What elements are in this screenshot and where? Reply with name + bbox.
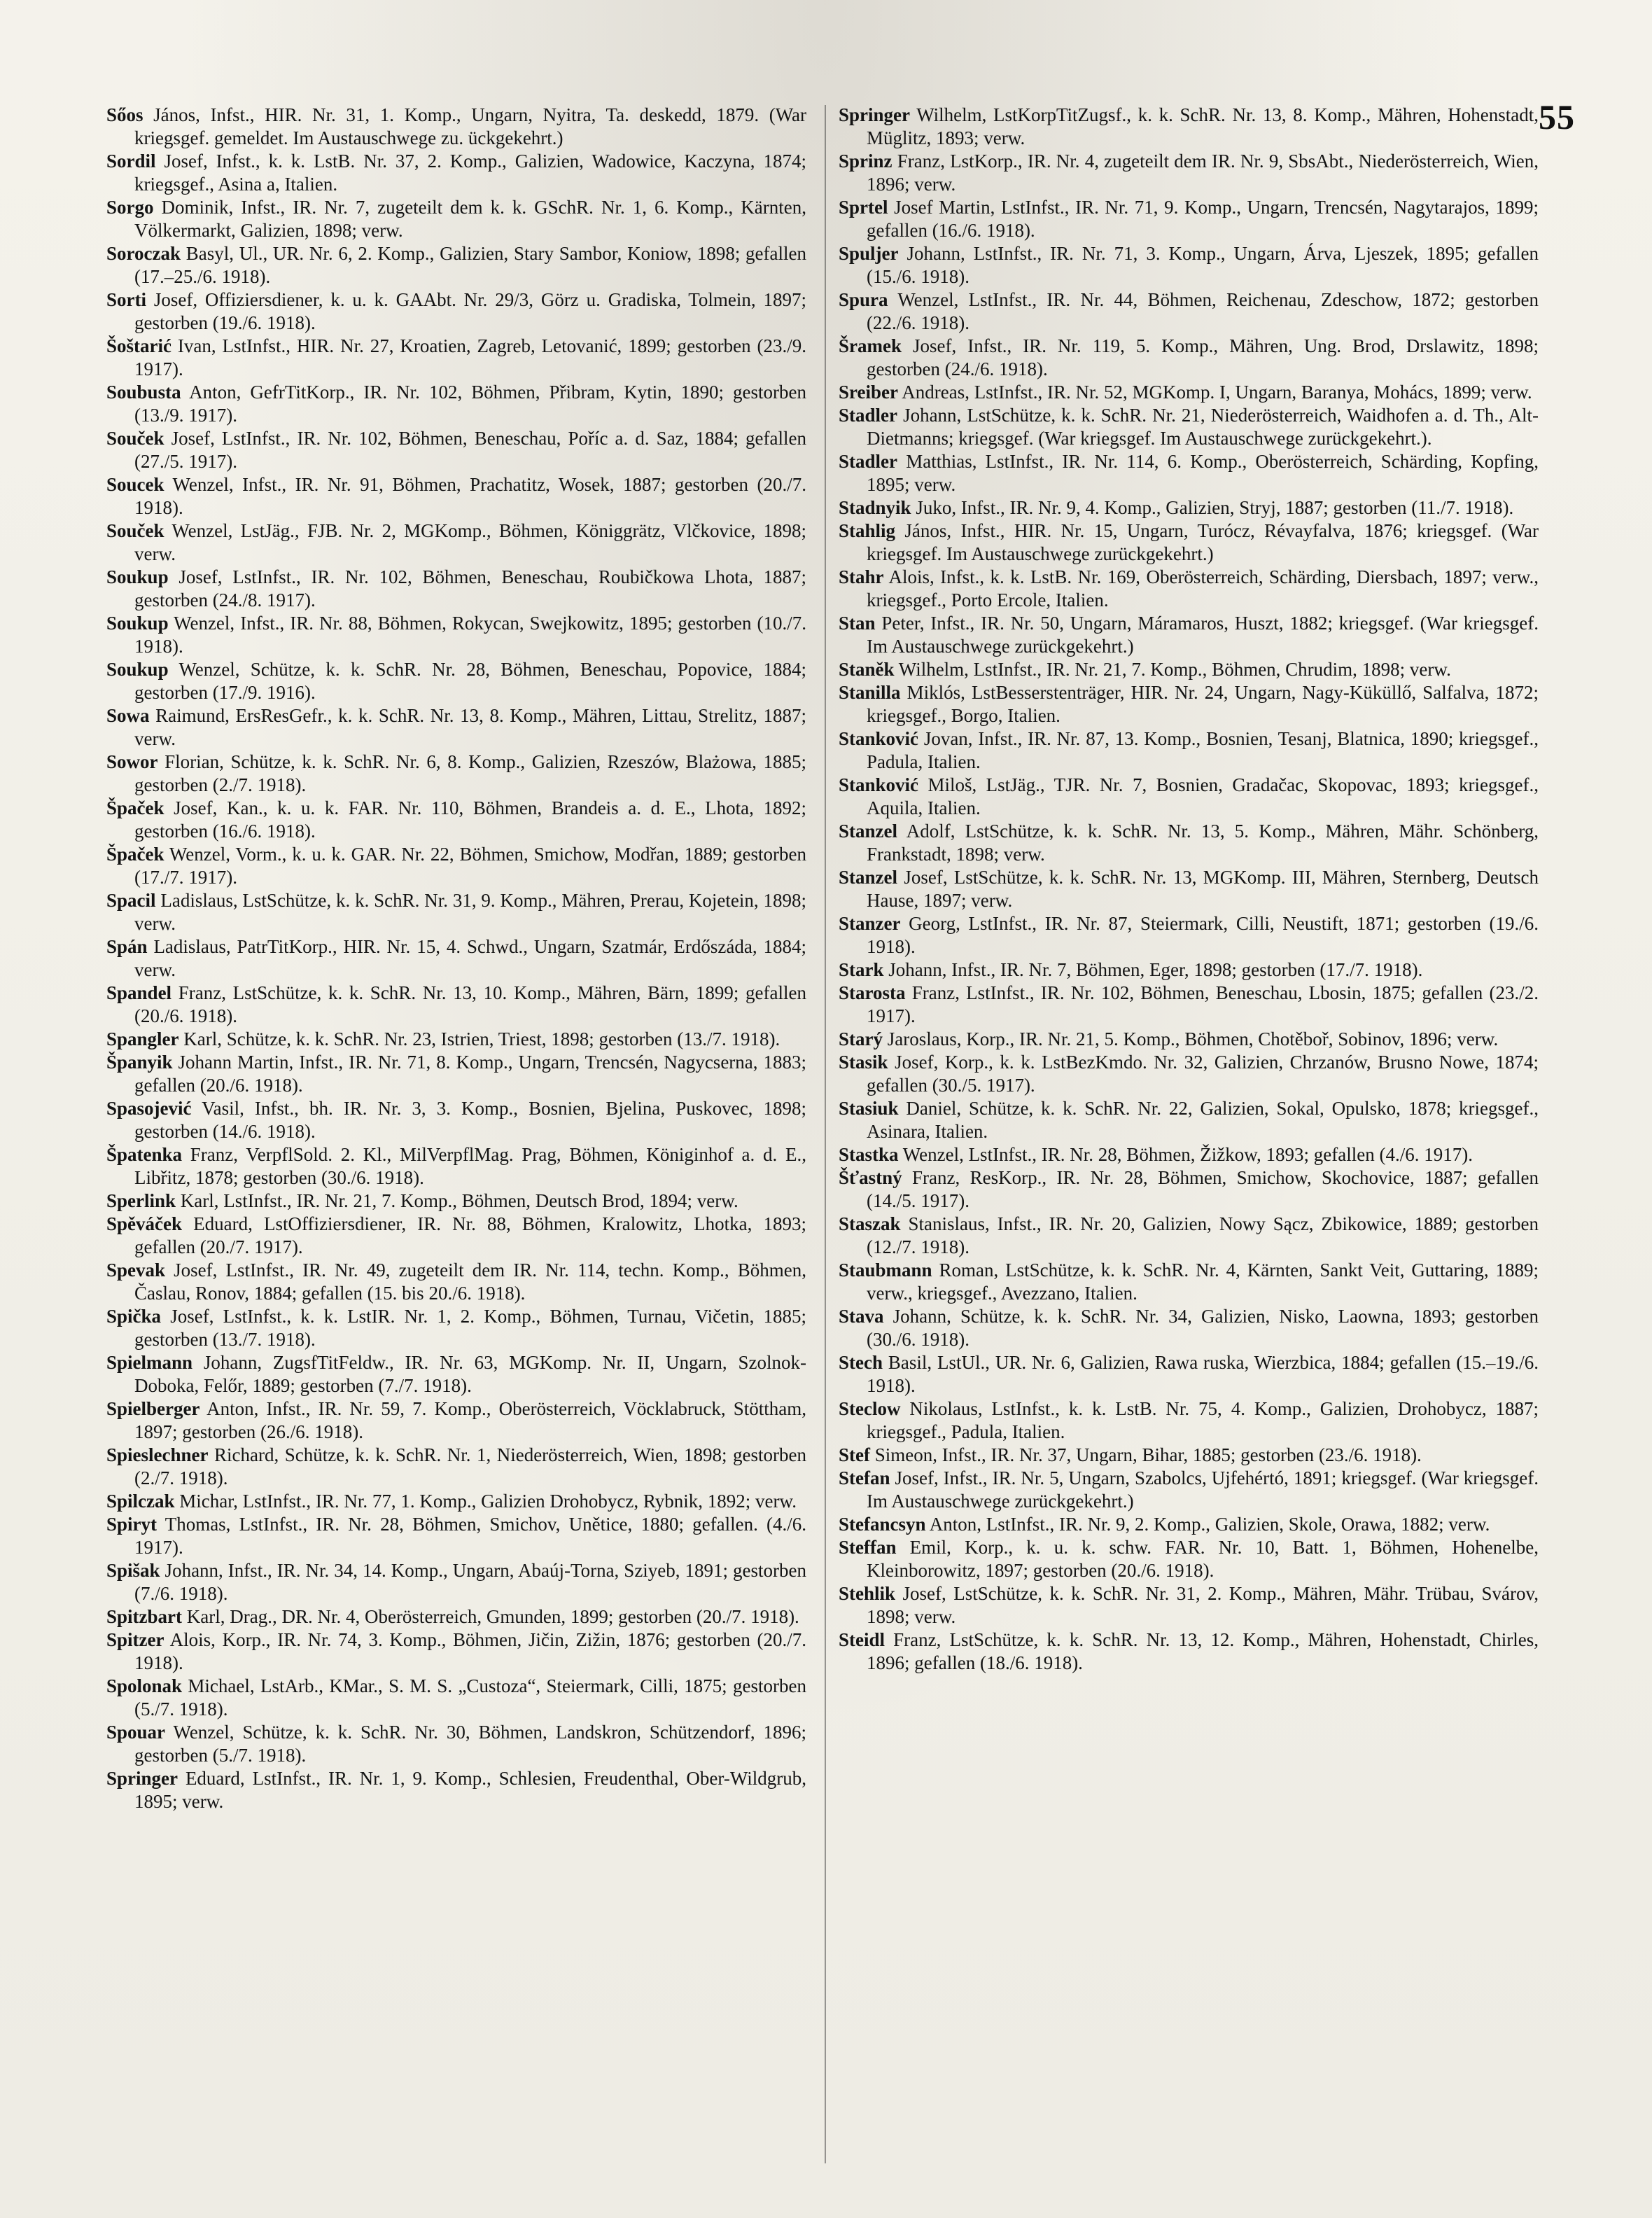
entry-surname: Spitzbart <box>106 1606 182 1627</box>
register-entry <box>106 1097 806 1143</box>
register-entry <box>106 1767 806 1813</box>
entry-surname: Šťastný <box>839 1167 902 1188</box>
entry-surname: Stefan <box>839 1467 890 1488</box>
register-entry <box>106 1305 806 1351</box>
register-entry <box>839 1028 1539 1051</box>
entry-details: Franz, LstInfst., IR. Nr. 102, Böhmen, Beneschau, Lbosin, 1875; gefallen (23./2. 1917). <box>867 982 1539 1026</box>
entry-details: Johann, Infst., IR. Nr. 7, Böhmen, Eger, 1898; gestorben (17./7. 1918). <box>883 959 1423 980</box>
entry-surname: Steidl <box>839 1629 886 1650</box>
register-entry <box>839 1444 1539 1467</box>
entry-details: Georg, LstInfst., IR. Nr. 87, Steiermark, Cilli, Neustift, 1871; gestorben (19./6. 1918). <box>867 913 1539 957</box>
register-entry <box>839 1513 1539 1536</box>
register-entry <box>839 104 1539 150</box>
entry-surname: Stef <box>839 1444 870 1465</box>
entry-surname: Spasojević <box>106 1098 192 1119</box>
entry-details: Wenzel, Infst., IR. Nr. 91, Böhmen, Prachatitz, Wosek, 1887; gestorben (20./7. 1918). <box>134 474 806 518</box>
register-entry <box>106 1628 806 1675</box>
register-entry <box>106 889 806 935</box>
entry-details: Peter, Infst., IR. Nr. 50, Ungarn, Máramaros, Huszt, 1882; kriegsgef. (War kriegsgef. Im Austauschwege zurückgekehrt.) <box>867 613 1539 657</box>
entry-surname: Soukup <box>106 566 169 587</box>
entry-surname: Stark <box>839 959 884 980</box>
entry-details: Simeon, Infst., IR. Nr. 37, Ungarn, Bihar, 1885; gestorben (23./6. 1918). <box>869 1444 1422 1465</box>
entry-surname: Sorti <box>106 289 146 310</box>
entry-surname: Špaček <box>106 844 164 865</box>
entry-details: Anton, LstInfst., IR. Nr. 9, 2. Komp., Galizien, Skole, Orawa, 1882; verw. <box>925 1514 1490 1535</box>
entry-surname: Stahr <box>839 566 884 587</box>
entry-details: Eduard, LstOffiziersdiener, IR. Nr. 88, Böhmen, Kralowitz, Lhotka, 1893; gefallen (20./7. 1917). <box>134 1213 806 1257</box>
entry-surname: Stanković <box>839 728 919 749</box>
register-entry <box>839 1467 1539 1513</box>
register-entry <box>839 335 1539 381</box>
entry-details: Raimund, ErsResGefr., k. k. SchR. Nr. 13, 8. Komp., Mähren, Littau, Strelitz, 1887; verw. <box>134 705 806 749</box>
entry-details: Franz, LstSchütze, k. k. SchR. Nr. 13, 12. Komp., Mähren, Hohenstadt, Chirles, 1896; gefallen (18./6. 1918). <box>867 1629 1539 1673</box>
entry-details: Michael, LstArb., KMar., S. M. S. „Custoza“, Steiermark, Cilli, 1875; gestorben (5./7. 1918). <box>134 1675 806 1720</box>
entry-surname: Stehlik <box>839 1583 896 1604</box>
entry-details: Wenzel, Schütze, k. k. SchR. Nr. 28, Böhmen, Beneschau, Popovice, 1884; gestorben (17./9. 1916). <box>134 659 806 703</box>
entry-details: Karl, Drag., DR. Nr. 4, Oberösterreich, Gmunden, 1899; gestorben (20./7. 1918). <box>182 1606 799 1627</box>
register-entry <box>839 1628 1539 1675</box>
entry-details: Vasil, Infst., bh. IR. Nr. 3, 3. Komp., Bosnien, Bjelina, Puskovec, 1898; gestorben (14./6. 1918). <box>134 1098 806 1142</box>
entry-details: Johann, ZugsfTitFeldw., IR. Nr. 63, MGKomp. Nr. II, Ungarn, Szolnok-Doboka, Felőr, 1889; gestorben (7./7. 1918). <box>134 1352 806 1396</box>
register-entry <box>839 150 1539 196</box>
register-entry <box>106 473 806 519</box>
entry-surname: Spacil <box>106 890 156 911</box>
register-entry <box>106 751 806 797</box>
register-entry <box>106 150 806 196</box>
entry-surname: Španyik <box>106 1052 173 1073</box>
entry-surname: Soukup <box>106 613 169 634</box>
entry-details: Michar, LstInfst., IR. Nr. 77, 1. Komp., Galizien Drohobycz, Rybnik, 1892; verw. <box>174 1491 797 1512</box>
register-entry <box>839 958 1539 982</box>
entry-details: Jaroslaus, Korp., IR. Nr. 21, 5. Komp., Böhmen, Chotěboř, Sobinov, 1896; verw. <box>883 1028 1499 1049</box>
entry-details: Johann, LstSchütze, k. k. SchR. Nr. 21, Niederösterreich, Waidhofen a. d. Th., Alt-Dietmanns; kriegsgef. (War kriegsgef. Im Austauschwege zurückgekehrt.). <box>867 405 1539 449</box>
page-number: 55 <box>1539 97 1575 137</box>
register-entry <box>106 1028 806 1051</box>
entry-details: Josef Martin, LstInfst., IR. Nr. 71, 9. Komp., Ungarn, Trencsén, Nagytarajos, 1899; gefallen (16./6. 1918). <box>867 197 1539 241</box>
entry-details: Alois, Infst., k. k. LstB. Nr. 169, Oberösterreich, Schärding, Diersbach, 1897; verw., kriegsgef., Porto Ercole, Italien. <box>867 566 1539 611</box>
entry-details: Josef, Infst., IR. Nr. 119, 5. Komp., Mähren, Ung. Brod, Drslawitz, 1898; gestorben (24./6. 1918). <box>867 335 1539 379</box>
register-entry <box>839 1213 1539 1259</box>
register-entry <box>106 982 806 1028</box>
entry-surname: Stasik <box>839 1052 888 1073</box>
register-entry <box>106 935 806 982</box>
entry-details: Anton, GefrTitKorp., IR. Nr. 102, Böhmen, Přibram, Kytin, 1890; gestorben (13./9. 1917). <box>134 382 806 426</box>
register-entry <box>106 1213 806 1259</box>
entry-surname: Stahlig <box>839 520 896 541</box>
entry-details: Franz, ResKorp., IR. Nr. 28, Böhmen, Smichow, Skochovice, 1887; gefallen (14./5. 1917). <box>867 1167 1539 1211</box>
entry-surname: Spevak <box>106 1260 166 1281</box>
entry-surname: Soroczak <box>106 243 181 264</box>
entry-details: Stanislaus, Infst., IR. Nr. 20, Galizien, Nowy Sącz, Zbikowice, 1889; gestorben (12./7. 1918). <box>867 1213 1539 1257</box>
register-entry <box>839 1351 1539 1397</box>
entry-surname: Špaček <box>106 797 164 818</box>
entry-details: Roman, LstSchütze, k. k. SchR. Nr. 4, Kärnten, Sankt Veit, Guttaring, 1889; verw., kriegsgef., Avezzano, Italien. <box>867 1260 1539 1304</box>
entry-details: Josef, Offiziersdiener, k. u. k. GAAbt. Nr. 29/3, Görz u. Gradiska, Tolmein, 1897; gestorben (19./6. 1918). <box>134 289 806 333</box>
entry-surname: Stadler <box>839 451 897 472</box>
entry-surname: Stan <box>839 613 876 634</box>
entry-surname: Spangler <box>106 1028 179 1049</box>
register-entry <box>106 427 806 473</box>
entry-details: Franz, VerpflSold. 2. Kl., MilVerpflMag. Prag, Böhmen, Königinhof a. d. E., Libřitz, 1878; gestorben (30./6. 1918). <box>134 1144 806 1188</box>
entry-surname: Springer <box>106 1768 178 1789</box>
entry-details: Dominik, Infst., IR. Nr. 7, zugeteilt dem k. k. GSchR. Nr. 1, 6. Komp., Kärnten, Völkermarkt, Galizien, 1898; verw. <box>134 197 806 241</box>
entry-surname: Staněk <box>839 659 895 680</box>
register-entry <box>106 1397 806 1444</box>
entry-details: Johann Martin, Infst., IR. Nr. 71, 8. Komp., Ungarn, Trencsén, Nagycserna, 1883; gefallen (20./6. 1918). <box>134 1052 806 1096</box>
register-entry <box>839 1305 1539 1351</box>
entry-surname: Souček <box>106 428 164 449</box>
entry-details: Ivan, LstInfst., HIR. Nr. 27, Kroatien, Zagreb, Letovanić, 1899; gestorben (23./9. 1917). <box>134 335 806 379</box>
register-entry <box>839 612 1539 658</box>
entry-surname: Spielberger <box>106 1398 200 1419</box>
entry-details: Adolf, LstSchütze, k. k. SchR. Nr. 13, 5. Komp., Mähren, Mähr. Schönberg, Frankstadt, 1898; verw. <box>867 821 1539 865</box>
entry-surname: Steffan <box>839 1537 897 1558</box>
register-entry <box>106 1559 806 1605</box>
entry-surname: Spěváček <box>106 1213 182 1234</box>
register-entry <box>106 1675 806 1721</box>
entry-details: Anton, Infst., IR. Nr. 59, 7. Komp., Oberösterreich, Vöcklabruck, Stöttham, 1897; gestorben (26./6. 1918). <box>134 1398 806 1442</box>
entry-surname: Sordil <box>106 151 156 172</box>
register-entry <box>106 288 806 335</box>
register-entry <box>839 381 1539 404</box>
entry-surname: Soukup <box>106 659 169 680</box>
entry-surname: Stech <box>839 1352 883 1373</box>
entry-surname: Sreiber <box>839 382 898 403</box>
entry-surname: Sowor <box>106 751 158 772</box>
register-entry <box>839 196 1539 242</box>
entry-surname: Stava <box>839 1306 884 1327</box>
entry-surname: Spolonak <box>106 1675 183 1696</box>
entry-surname: Stefancsyn <box>839 1514 926 1535</box>
entry-details: Josef, LstInfst., IR. Nr. 49, zugeteilt dem IR. Nr. 114, techn. Komp., Böhmen, Časlau, Ronov, 1884; gefallen (15. bis 20./6. 1918). <box>134 1260 806 1304</box>
register-entry <box>106 1490 806 1513</box>
register-entry <box>106 519 806 566</box>
entry-surname: Stanzer <box>839 913 901 934</box>
entry-details: Franz, LstSchütze, k. k. SchR. Nr. 13, 10. Komp., Mähren, Bärn, 1899; gefallen (20./6. 1918). <box>134 982 806 1026</box>
entry-details: Wilhelm, LstInfst., IR. Nr. 21, 7. Komp., Böhmen, Chrudim, 1898; verw. <box>894 659 1451 680</box>
entry-details: Josef, Kan., k. u. k. FAR. Nr. 110, Böhmen, Brandeis a. d. E., Lhota, 1892; gestorben (16./6. 1918). <box>134 797 806 842</box>
entry-details: Josef, Infst., k. k. LstB. Nr. 37, 2. Komp., Galizien, Wadowice, Kaczyna, 1874; kriegsgef., Asina a, Italien. <box>134 151 806 195</box>
entry-details: Johann, Schütze, k. k. SchR. Nr. 34, Galizien, Nisko, Laowna, 1893; gestorben (30./6. 1918). <box>867 1306 1539 1350</box>
entry-surname: Spura <box>839 289 888 310</box>
right-column <box>839 104 1539 2176</box>
register-entry <box>106 1513 806 1559</box>
entry-surname: Spielmann <box>106 1352 193 1373</box>
register-entry <box>106 196 806 242</box>
entry-details: Josef, LstInfst., IR. Nr. 102, Böhmen, Beneschau, Roubičkowa Lhota, 1887; gestorben (24./8. 1917). <box>134 566 806 611</box>
entry-details: Alois, Korp., IR. Nr. 74, 3. Komp., Böhmen, Jičin, Zižin, 1876; gestorben (20./7. 1918). <box>134 1629 806 1673</box>
register-entry <box>106 1721 806 1767</box>
entry-details: Karl, LstInfst., IR. Nr. 21, 7. Komp., Böhmen, Deutsch Brod, 1894; verw. <box>176 1190 738 1211</box>
entry-details: Daniel, Schütze, k. k. SchR. Nr. 22, Galizien, Sokal, Opulsko, 1878; kriegsgef., Asinara, Italien. <box>867 1098 1539 1142</box>
entry-surname: Spandel <box>106 982 172 1003</box>
entry-details: Richard, Schütze, k. k. SchR. Nr. 1, Niederösterreich, Wien, 1898; gestorben (2./7. 1918). <box>134 1444 806 1488</box>
register-entry <box>106 1259 806 1305</box>
entry-details: Wenzel, Schütze, k. k. SchR. Nr. 30, Böhmen, Landskron, Schützendorf, 1896; gestorben (5./7. 1918). <box>134 1722 806 1766</box>
register-entry <box>106 1605 806 1628</box>
entry-surname: Spán <box>106 936 148 957</box>
entry-surname: Spiryt <box>106 1514 158 1535</box>
entry-details: Juko, Infst., IR. Nr. 9, 4. Komp., Galizien, Stryj, 1887; gestorben (11./7. 1918). <box>911 497 1514 518</box>
entry-surname: Souček <box>106 520 164 541</box>
register-entry <box>839 866 1539 912</box>
entry-surname: Soubusta <box>106 382 181 403</box>
entry-surname: Soucek <box>106 474 164 495</box>
entry-surname: Sorgo <box>106 197 154 218</box>
entry-details: Josef, Korp., k. k. LstBezKmdo. Nr. 32, Galizien, Chrzanów, Brusno Nowe, 1874; gefallen (30./5. 1917). <box>867 1052 1539 1096</box>
register-entry <box>839 774 1539 820</box>
register-entry <box>106 1051 806 1097</box>
register-entry <box>839 982 1539 1028</box>
left-column <box>106 104 806 2176</box>
register-entry <box>839 404 1539 450</box>
entry-surname: Starý <box>839 1028 883 1049</box>
entry-details: Johann, Infst., IR. Nr. 34, 14. Komp., Ungarn, Abaúj-Torna, Sziyeb, 1891; gestorben (7./6. 1918). <box>134 1560 806 1604</box>
register-entry <box>106 566 806 612</box>
entry-details: Matthias, LstInfst., IR. Nr. 114, 6. Komp., Oberösterreich, Schärding, Kopfing, 1895; verw. <box>867 451 1539 495</box>
entry-details: Wenzel, LstInfst., IR. Nr. 28, Böhmen, Žižkow, 1893; gefallen (4./6. 1917). <box>898 1144 1473 1165</box>
entry-details: János, Infst., HIR. Nr. 15, Ungarn, Turócz, Révayfalva, 1876; kriegsgef. (War kriegsgef. Im Austauschwege zurückgekehrt.) <box>867 520 1539 564</box>
entry-surname: Sprtel <box>839 197 888 218</box>
entry-surname: Spička <box>106 1306 162 1327</box>
entry-details: Basil, LstUl., UR. Nr. 6, Galizien, Rawa ruska, Wierzbica, 1884; gefallen (15.–19./6. 1918). <box>867 1352 1539 1396</box>
entry-surname: Steclow <box>839 1398 901 1419</box>
register-entry <box>106 1444 806 1490</box>
entry-surname: Sőos <box>106 104 144 125</box>
entry-details: Josef, LstInfst., IR. Nr. 102, Böhmen, Beneschau, Poříc a. d. Saz, 1884; gefallen (27./5. 1917). <box>134 428 806 472</box>
register-entry <box>839 519 1539 566</box>
register-entry <box>839 681 1539 727</box>
entry-surname: Starosta <box>839 982 906 1003</box>
register-entry <box>839 496 1539 519</box>
register-entry <box>106 797 806 843</box>
entry-surname: Staubmann <box>839 1260 932 1281</box>
entry-surname: Stadnyik <box>839 497 911 518</box>
entry-surname: Stasiuk <box>839 1098 899 1119</box>
entry-details: Josef, LstInfst., k. k. LstIR. Nr. 1, 2. Komp., Böhmen, Turnau, Vičetin, 1885; gestorben (13./7. 1918). <box>134 1306 806 1350</box>
entry-details: Florian, Schütze, k. k. SchR. Nr. 6, 8. Komp., Galizien, Rzeszów, Blażowa, 1885; gestorben (2./7. 1918). <box>134 751 806 795</box>
entry-details: Franz, LstKorp., IR. Nr. 4, zugeteilt dem IR. Nr. 9, SbsAbt., Niederösterreich, Wien, 1896; verw. <box>867 151 1539 195</box>
entry-details: Josef, LstSchütze, k. k. SchR. Nr. 31, 2. Komp., Mähren, Mähr. Trübau, Svárov, 1898; verw. <box>867 1583 1539 1627</box>
entry-surname: Spitzer <box>106 1629 164 1650</box>
entry-details: Andreas, LstInfst., IR. Nr. 52, MGKomp. I, Ungarn, Baranya, Mohács, 1899; verw. <box>897 382 1532 403</box>
register-entry <box>839 658 1539 681</box>
register-entry <box>106 704 806 751</box>
entry-details: Miloš, LstJäg., TJR. Nr. 7, Bosnien, Gradačac, Skopovac, 1893; kriegsgef., Aquila, Italien. <box>867 774 1539 818</box>
entry-surname: Šoštarić <box>106 335 172 356</box>
entry-details: Josef, Infst., IR. Nr. 5, Ungarn, Szabolcs, Ujfehértó, 1891; kriegsgef. (War kriegsgef. Im Austauschwege zurückgekehrt.) <box>867 1467 1539 1512</box>
entry-details: Josef, LstSchütze, k. k. SchR. Nr. 13, MGKomp. III, Mähren, Sternberg, Deutsch Hause, 1897; verw. <box>867 867 1539 911</box>
entry-surname: Stadler <box>839 405 897 426</box>
register-entry <box>839 1051 1539 1097</box>
register-entry <box>106 843 806 889</box>
entry-surname: Spouar <box>106 1722 166 1743</box>
entry-details: Wenzel, Vorm., k. u. k. GAR. Nr. 22, Böhmen, Smichow, Modřan, 1889; gestorben (17./7. 1917). <box>134 844 806 888</box>
entry-surname: Stanzel <box>839 867 897 888</box>
register-entry <box>839 1143 1539 1166</box>
entry-surname: Sperlink <box>106 1190 176 1211</box>
register-entry <box>106 658 806 704</box>
entry-details: Eduard, LstInfst., IR. Nr. 1, 9. Komp., Schlesien, Freudenthal, Ober-Wildgrub, 1895; verw. <box>134 1768 806 1812</box>
register-entry <box>839 912 1539 958</box>
entry-details: Wilhelm, LstKorpTitZugsf., k. k. SchR. Nr. 13, 8. Komp., Mähren, Hohenstadt, Müglitz, 1893; verw. <box>867 104 1539 148</box>
register-entry <box>839 1397 1539 1444</box>
register-entry <box>106 381 806 427</box>
entry-details: Thomas, LstInfst., IR. Nr. 28, Böhmen, Smichov, Unětice, 1880; gefallen. (4./6. 1917). <box>134 1514 806 1558</box>
entry-details: Basyl, Ul., UR. Nr. 6, 2. Komp., Galizien, Stary Sambor, Koniow, 1898; gefallen (17.–25./6. 1918). <box>134 243 806 287</box>
entry-surname: Springer <box>839 104 911 125</box>
entry-surname: Špatenka <box>106 1144 183 1165</box>
entry-surname: Stanzel <box>839 821 897 842</box>
register-entry <box>106 612 806 658</box>
entry-details: Nikolaus, LstInfst., k. k. LstB. Nr. 75, 4. Komp., Galizien, Drohobycz, 1887; kriegsgef., Padula, Italien. <box>867 1398 1539 1442</box>
column-divider <box>825 105 826 2163</box>
entry-details: Jovan, Infst., IR. Nr. 87, 13. Komp., Bosnien, Tesanj, Blatnica, 1890; kriegsgef., Padula, Italien. <box>867 728 1539 772</box>
register-entry <box>839 450 1539 496</box>
entry-details: Wenzel, Infst., IR. Nr. 88, Böhmen, Rokycan, Swejkowitz, 1895; gestorben (10./7. 1918). <box>134 613 806 657</box>
register-entry <box>839 727 1539 774</box>
entry-surname: Spieslechner <box>106 1444 209 1465</box>
entry-details: Emil, Korp., k. u. k. schw. FAR. Nr. 10, Batt. 1, Böhmen, Hohenelbe, Kleinborowitz, 1897; gestorben (20./6. 1918). <box>867 1537 1539 1581</box>
register-entry <box>839 1259 1539 1305</box>
entry-surname: Spilczak <box>106 1491 175 1512</box>
entry-surname: Stanković <box>839 774 919 795</box>
register-entry <box>839 1582 1539 1628</box>
entry-surname: Spišak <box>106 1560 160 1581</box>
register-entry <box>106 242 806 288</box>
register-entry <box>106 104 806 150</box>
register-entry <box>839 1166 1539 1213</box>
entry-details: János, Infst., HIR. Nr. 31, 1. Komp., Ungarn, Nyitra, Ta. deskedd, 1879. (War kriegsgef. gemeldet. Im Austauschwege zu. ückgekehrt.) <box>134 104 806 148</box>
entry-details: Ladislaus, LstSchütze, k. k. SchR. Nr. 31, 9. Komp., Mähren, Prerau, Kojetein, 1898; verw. <box>134 890 806 934</box>
entry-surname: Sprinz <box>839 151 892 172</box>
entry-details: Karl, Schütze, k. k. SchR. Nr. 23, Istrien, Triest, 1898; gestorben (13./7. 1918). <box>178 1028 780 1049</box>
entry-surname: Sowa <box>106 705 150 726</box>
register-entry <box>106 1190 806 1213</box>
register-entry <box>839 1097 1539 1143</box>
entry-surname: Šramek <box>839 335 902 356</box>
register-entry <box>839 242 1539 288</box>
entry-details: Wenzel, LstInfst., IR. Nr. 44, Böhmen, Reichenau, Zdeschow, 1872; gestorben (22./6. 1918). <box>867 289 1539 333</box>
entry-surname: Stastka <box>839 1144 899 1165</box>
entry-details: Ladislaus, PatrTitKorp., HIR. Nr. 15, 4. Schwd., Ungarn, Szatmár, Erdőszáda, 1884; verw. <box>134 936 806 980</box>
entry-details: Miklós, LstBesserstenträger, HIR. Nr. 24, Ungarn, Nagy-Küküllő, Salfalva, 1872; kriegsgef., Borgo, Italien. <box>867 682 1539 726</box>
register-entry <box>839 1536 1539 1582</box>
register-entry <box>839 820 1539 866</box>
entry-details: Johann, LstInfst., IR. Nr. 71, 3. Komp., Ungarn, Árva, Ljeszek, 1895; gefallen (15./6. 1918). <box>867 243 1539 287</box>
entry-surname: Staszak <box>839 1213 901 1234</box>
register-entry <box>839 288 1539 335</box>
entry-surname: Spuljer <box>839 243 899 264</box>
register-entry <box>106 1351 806 1397</box>
entry-surname: Stanilla <box>839 682 901 703</box>
register-entry <box>106 335 806 381</box>
register-entry <box>106 1143 806 1190</box>
register-entry <box>839 566 1539 612</box>
entry-details: Wenzel, LstJäg., FJB. Nr. 2, MGKomp., Böhmen, Königgrätz, Vlčkovice, 1898; verw. <box>134 520 806 564</box>
